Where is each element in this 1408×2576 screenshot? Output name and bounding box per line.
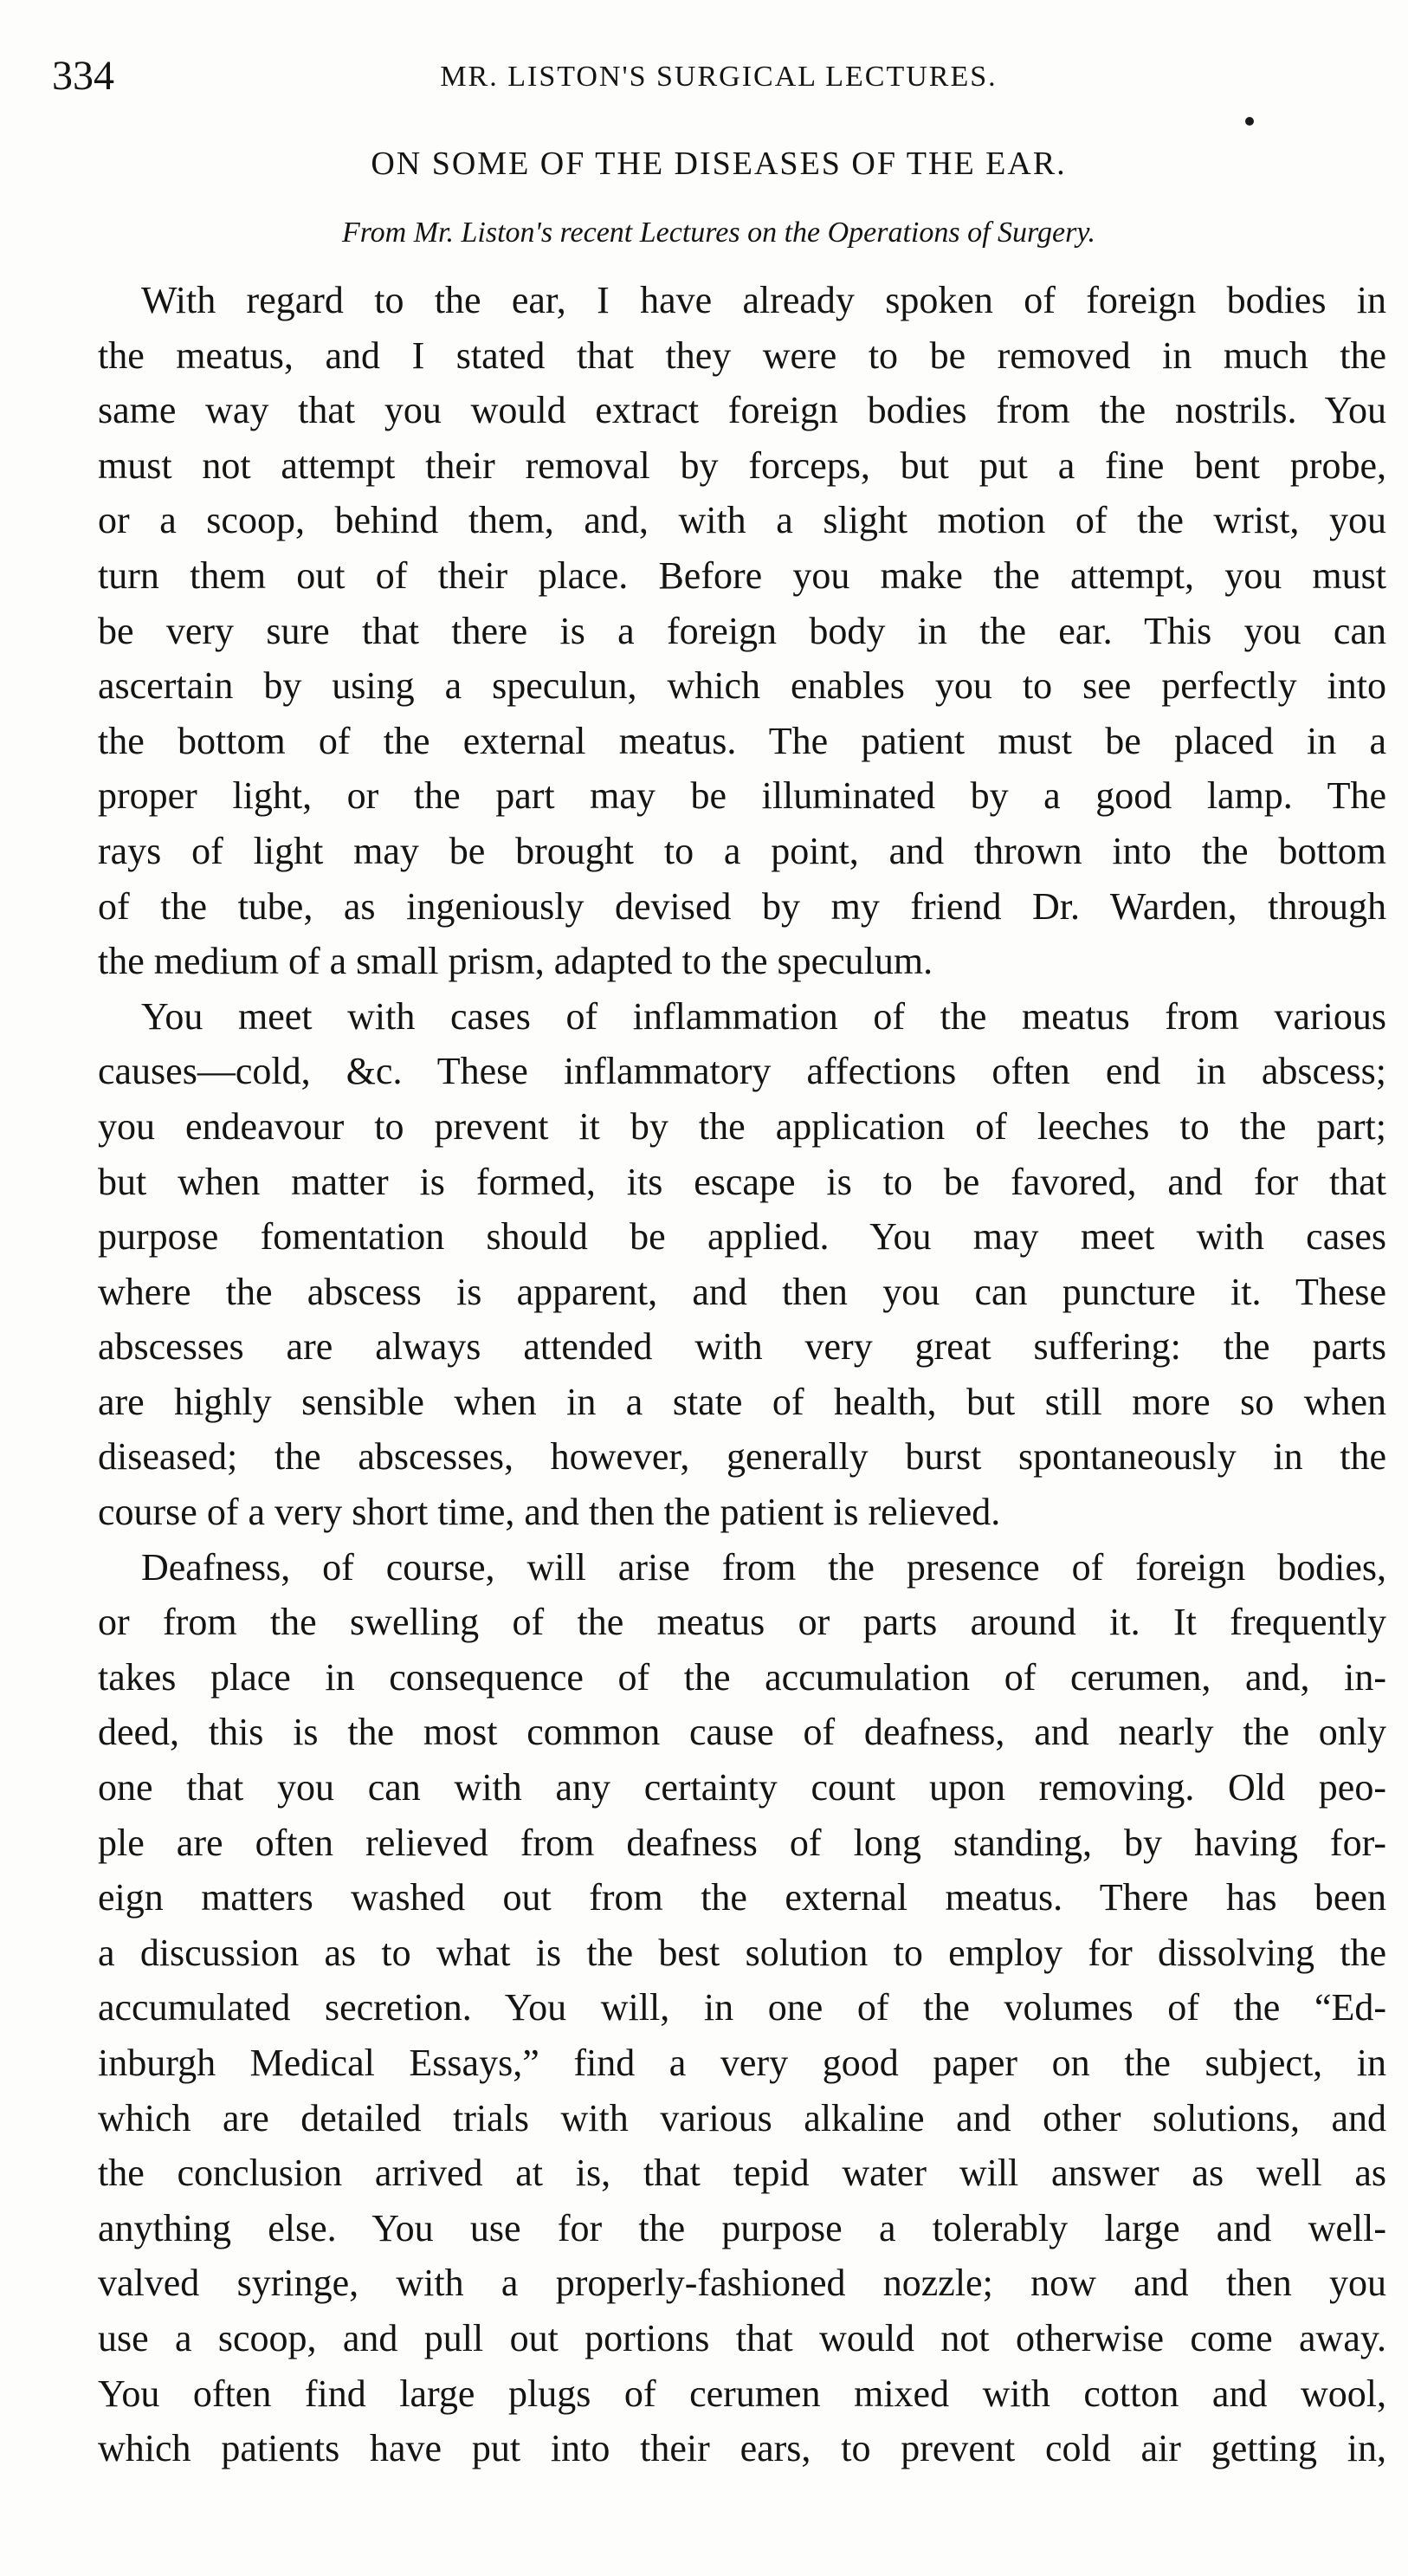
article-title: ON SOME OF THE DISEASES OF THE EAR. <box>371 146 1067 182</box>
text-line: Deafness, of course, will arise from the presence of foreign bodies, <box>141 1545 1386 1589</box>
text-line: accumulated secretion. You will, in one of the volumes of the “Ed- <box>98 1986 1386 2029</box>
text-line: abscesses are always attended with very great suffering: the parts <box>98 1325 1386 1369</box>
text-line: You meet with cases of inflammation of the meatus from various <box>141 994 1386 1038</box>
text-line: ple are often relieved from deafness of long standing, by having for- <box>98 1821 1386 1864</box>
article-body <box>98 273 1386 2476</box>
text-line: must not attempt their removal by forceps, but put a fine bent probe, <box>98 443 1386 487</box>
text-line: the medium of a small prism, adapted to the speculum. <box>98 940 933 983</box>
text-line: you endeavour to prevent it by the application of leeches to the part; <box>98 1104 1386 1148</box>
text-line: With regard to the ear, I have already spoken of foreign bodies in <box>141 279 1386 321</box>
text-line: be very sure that there is a foreign body in the ear. This you can <box>98 609 1386 652</box>
text-line: the bottom of the external meatus. The patient must be placed in a <box>98 719 1386 762</box>
text-line: or from the swelling of the meatus or parts around it. It frequently <box>98 1601 1386 1644</box>
text-line: eign matters washed out from the external meatus. There has been <box>98 1876 1386 1919</box>
text-line: use a scoop, and pull out portions that would not otherwise come away. <box>98 2316 1386 2359</box>
text-line: inburgh Medical Essays,” find a very good paper on the subject, in <box>98 2042 1386 2084</box>
text-line: deed, this is the most common cause of deafness, and nearly the only <box>98 1711 1386 1754</box>
text-line: the conclusion arrived at is, that tepid water will answer as well as <box>98 2152 1386 2195</box>
page-number: 334 <box>52 53 114 99</box>
text-line: same way that you would extract foreign bodies from the nostrils. You <box>98 389 1386 432</box>
text-line: where the abscess is apparent, and then you can puncture it. These <box>98 1270 1386 1313</box>
running-title: MR. LISTON'S SURGICAL LECTURES. <box>440 61 998 93</box>
article-source: From Mr. Liston's recent Lectures on the Operations of Surgery. <box>341 217 1096 249</box>
text-line: which are detailed trials with various alkaline and other solutions, and <box>98 2096 1386 2139</box>
text-line: rays of light may be brought to a point, and thrown into the bottom <box>98 829 1386 872</box>
text-line: valved syringe, with a properly-fashioned nozzle; now and then you <box>98 2262 1386 2305</box>
text-line: one that you can with any certainty count upon removing. Old peo- <box>98 1766 1386 1809</box>
text-line: the meatus, and I stated that they were to be removed in much the <box>98 333 1386 377</box>
text-line: You often find large plugs of cerumen mixed with cotton and wool, <box>98 2372 1386 2415</box>
ink-speck <box>1245 117 1254 126</box>
text-line: but when matter is formed, its escape is to be favored, and for that <box>98 1160 1386 1203</box>
text-line: which patients have put into their ears, to prevent cold air getting in, <box>98 2427 1386 2470</box>
text-line: ascertain by using a speculun, which enables you to see perfectly into <box>98 664 1386 708</box>
text-line: takes place in consequence of the accumulation of cerumen, and, in- <box>98 1655 1386 1699</box>
text-line: causes—cold, &c. These inflammatory affections often end in abscess; <box>98 1050 1386 1093</box>
text-line: are highly sensible when in a state of health, but still more so when <box>98 1380 1386 1423</box>
text-line: diseased; the abscesses, however, generally burst spontaneously in the <box>98 1435 1386 1479</box>
text-line: of the tube, as ingeniously devised by my friend Dr. Warden, through <box>98 884 1386 928</box>
text-line: course of a very short time, and then the patient is relieved. <box>98 1491 1001 1534</box>
text-line: proper light, or the part may be illuminated by a good lamp. The <box>98 774 1386 818</box>
text-line: a discussion as to what is the best solution to employ for dissolving the <box>98 1931 1386 1974</box>
text-line: anything else. You use for the purpose a tolerably large and well- <box>98 2206 1386 2249</box>
text-line: turn them out of their place. Before you make the attempt, you must <box>98 553 1386 597</box>
text-line: or a scoop, behind them, and, with a slight motion of the wrist, you <box>98 499 1386 542</box>
running-head <box>52 50 1385 102</box>
text-line: purpose fomentation should be applied. You may meet with cases <box>98 1215 1386 1259</box>
